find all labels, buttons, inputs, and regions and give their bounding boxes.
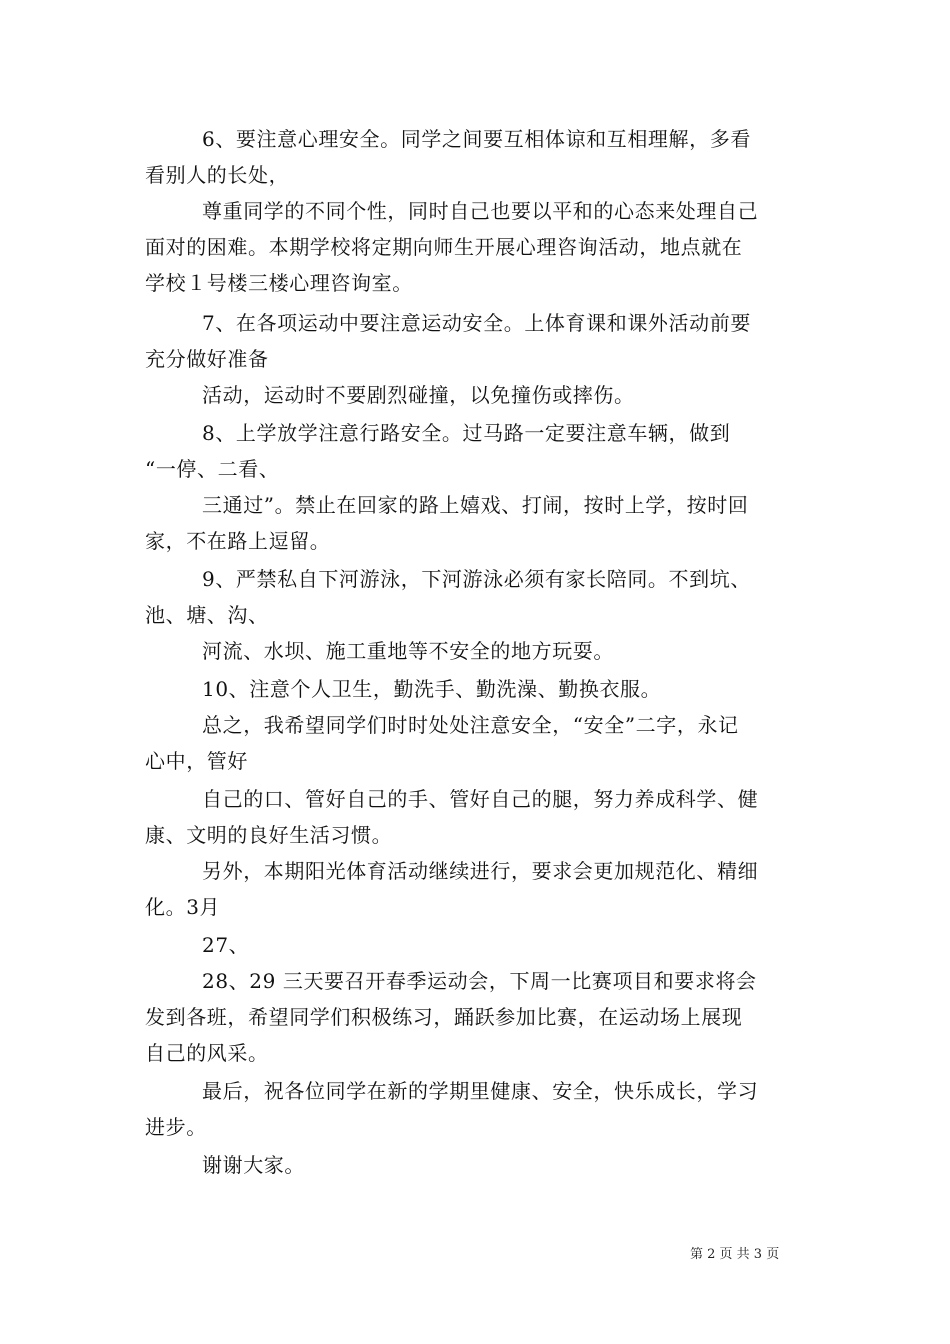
text-line: 另外，本期阳光体育活动继续进行，要求会更加规范化、精细 xyxy=(202,859,759,883)
page-number-footer: 第 2 页 共 3 页 xyxy=(690,1247,780,1262)
text-line: “一停、二看、 xyxy=(145,457,280,481)
text-line: 6、要注意心理安全。同学之间要互相体谅和互相理解，多看 xyxy=(202,127,751,151)
text-line: 学校１号楼三楼心理咨询室。 xyxy=(145,271,413,295)
text-line: 看别人的长处， xyxy=(145,163,290,187)
text-line: 面对的困难。本期学校将定期向师生开展心理咨询活动，地点就在 xyxy=(145,235,743,259)
text-line: 7、在各项运动中要注意运动安全。上体育课和课外活动前要 xyxy=(202,311,751,335)
text-line: 河流、水坝、施工重地等不安全的地方玩耍。 xyxy=(202,639,614,663)
text-line: 康、文明的良好生活习惯。 xyxy=(145,823,393,847)
text-line: 家，不在路上逗留。 xyxy=(145,529,331,553)
text-line: 发到各班，希望同学们积极练习，踊跃参加比赛，在运动场上展现 xyxy=(145,1005,743,1029)
text-line: 池、塘、沟、 xyxy=(145,603,269,627)
text-line: 化。3月 xyxy=(145,895,221,919)
text-line: 9、严禁私自下河游泳，下河游泳必须有家长陪同。不到坑、 xyxy=(202,567,751,591)
text-line: 自己的风采。 xyxy=(145,1041,269,1065)
text-line: 尊重同学的不同个性，同时自己也要以平和的心态来处理自己 xyxy=(202,199,759,223)
text-line: 27、 xyxy=(202,933,250,957)
text-line: 活动，运动时不要剧烈碰撞，以免撞伤或摔伤。 xyxy=(202,383,635,407)
text-line: 28、29 三天要召开春季运动会，下周一比赛项目和要求将会 xyxy=(202,969,757,993)
text-line: 总之，我希望同学们时时处处注意安全，“安全”二字，永记 xyxy=(202,713,739,737)
text-line: 进步。 xyxy=(145,1115,207,1139)
text-line: 心中，管好 xyxy=(145,749,248,773)
text-line: 8、上学放学注意行路安全。过马路一定要注意车辆，做到 xyxy=(202,421,731,445)
text-line: 自己的口、管好自己的手、管好自己的腿，努力养成科学、健 xyxy=(202,787,759,811)
text-line: 最后，祝各位同学在新的学期里健康、安全，快乐成长，学习 xyxy=(202,1079,759,1103)
text-line: 谢谢大家。 xyxy=(202,1153,305,1177)
text-line: 10、注意个人卫生，勤洗手、勤洗澡、勤换衣服。 xyxy=(202,677,662,701)
text-line: 三通过”。禁止在回家的路上嬉戏、打闹，按时上学，按时回 xyxy=(202,493,749,517)
text-line: 充分做好准备 xyxy=(145,347,269,371)
